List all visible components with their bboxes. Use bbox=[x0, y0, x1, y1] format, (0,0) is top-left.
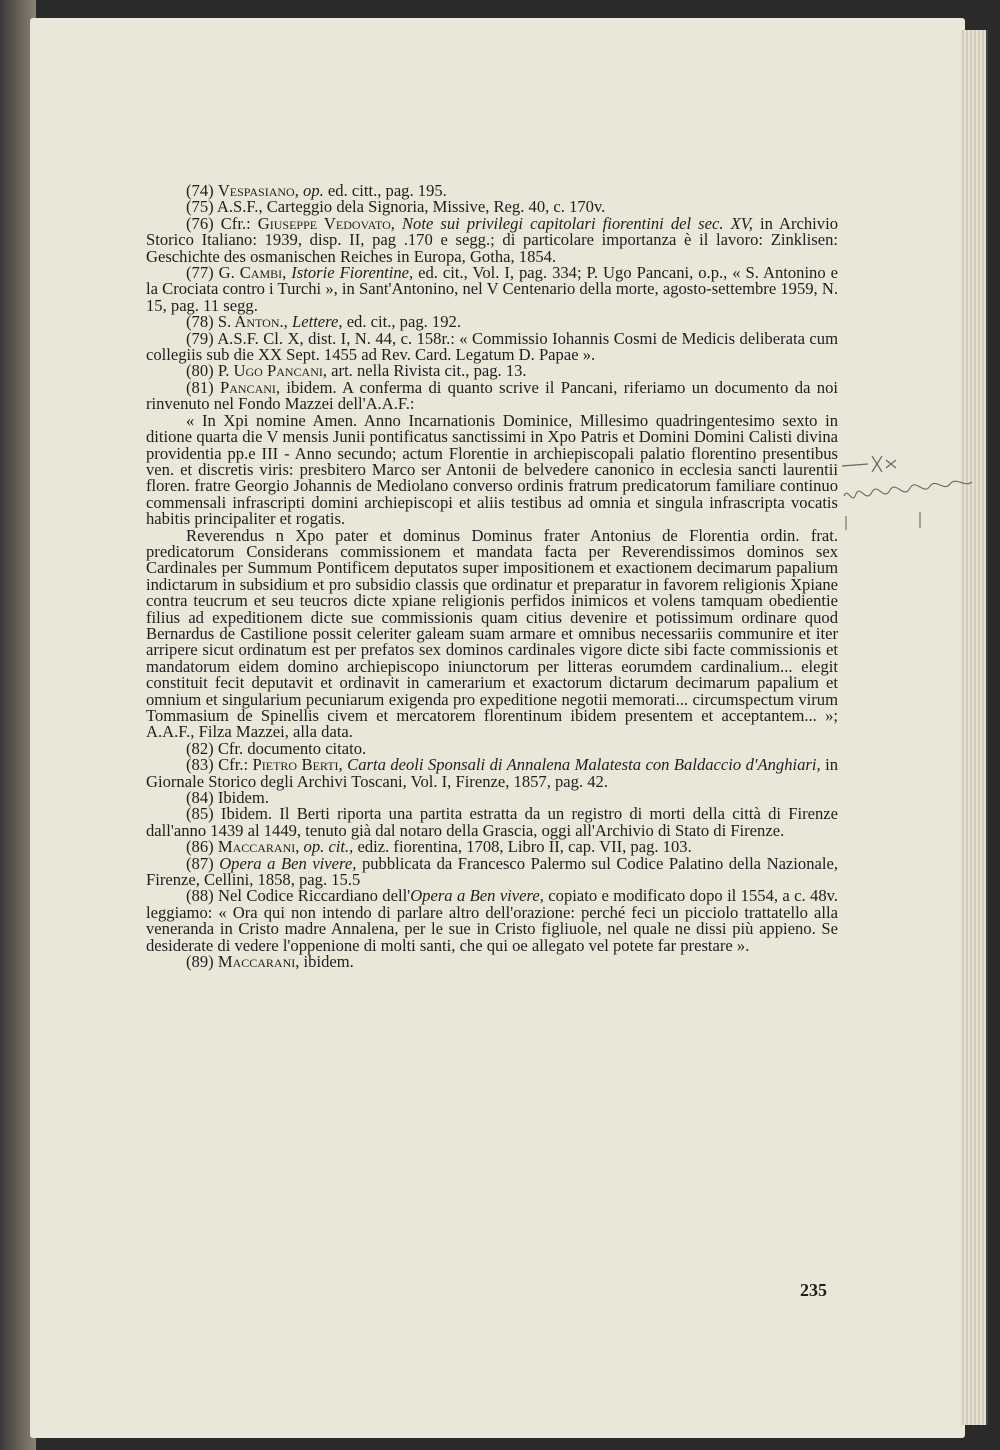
footnote-76: (76) Cfr.: Giuseppe Vedovato, Note sui privilegi capitolari fiorentini del sec. XV, in Archivio Storico Italiano: 1939, disp. II, pag .170 e segg.; di particolare importanza è il lavoro: Zinklisen: Geschichte des osmanischen Reiches in Europa, Gotha, 1854. bbox=[146, 213, 838, 266]
footnote-80: (80) P. Ugo Pancani, art. nella Rivista cit., pag. 13. bbox=[186, 361, 527, 381]
footnote-82: (82) Cfr. documento citato. bbox=[186, 738, 367, 758]
handwritten-annotation bbox=[838, 446, 978, 536]
page-number: 235 bbox=[800, 1280, 827, 1300]
quote-paragraph-1: « In Xpi nomine Amen. Anno Incarnationis Dominice, Millesimo quadringentesimo sexto in ditione quarta die V mensis Junii pontificatus sanctissimi in Xpo Patris et Domini Domini Calisti divina providentia pp.e III - Anno secundo; actum Florentie in archiepiscopali palatio florentino presentibus ven. et discretis viris: presbitero Marco ser Antonii de belvedere canonico in ecclesia sancti laurentii floren. fratre Georgio Johannis de Mediolano converso ordinis fratrum predicatorum familiare continuo commensali infrascripti domini archiepiscopi et aliis testibus ad omnia et singula infrascripta vocatis habitis principaliter et rogatis. bbox=[146, 410, 838, 529]
footnote-83: (83) Cfr.: Pietro Berti, Carta deoli Sponsali di Annalena Malatesta con Baldaccio d'Anghiari, in Giornale Storico degli Archivi Toscani, Vol. I, Firenze, 1857, pag. 42. bbox=[146, 755, 838, 791]
footnote-78: (78) S. Anton., Lettere, ed. cit., pag. 192. bbox=[186, 312, 461, 332]
footnote-81: (81) Pancani, ibidem. A conferma di quanto scrive il Pancani, riferiamo un documento da noi rinvenuto nel Fondo Mazzei dell'A.A.F.: bbox=[146, 377, 838, 414]
footnote-79: (79) A.S.F. Cl. X, dist. I, N. 44, c. 158r.: « Commissio Iohannis Cosmi de Medicis deliberata cum collegiis sub die XX Sept. 1455 ad Rev. Card. Legatum D. Papae ». bbox=[146, 328, 838, 365]
page-edges bbox=[960, 30, 988, 1425]
footnote-84: (84) Ibidem. bbox=[186, 788, 269, 808]
footnote-89: (89) Maccarani, ibidem. bbox=[186, 952, 354, 972]
footnote-88: (88) Nel Codice Riccardiano dell'Opera a Ben vivere, copiato e modificato dopo il 1554, a c. 48v. leggiamo: « Ora qui non intendo di parlare altro dell'orazione: perché feci un picciolo trattatello alla veneranda in Cristo madre Annalena, per le sue in Cristo figliuole, nel quale ne dissi più appieno. Se desiderate di vedere l'oppenione di molti santi, che qui oe allegato vel potete far prestare ». bbox=[146, 886, 838, 955]
footnotes-block bbox=[146, 183, 838, 971]
footnote-87: (87) Opera a Ben vivere, pubblicata da Francesco Palermo sul Codice Palatino della Nazionale, Firenze, Cellini, 1858, pag. 15.5 bbox=[146, 853, 838, 890]
footnote-77: (77) G. Cambi, Istorie Fiorentine, ed. cit., Vol. I, pag. 334; P. Ugo Pancani, o.p., « S. Antonino e la Crociata contro i Turchi », in Sant'Antonino, nel V Centenario della morte, agosto-settembre 1959, N. 15, pag. 11 segg. bbox=[146, 263, 838, 315]
quote-paragraph-2: Reverendus n Xpo pater et dominus Dominus frater Antonius de Florentia ordin. frat. predicatorum Considerans commissionem et mandata facta per Reverendissimos dominos sex Cardinales per Summum Pontificem deputatos super impositionem et exactionem decimarum papalium indictarum in subsidium et pro subsidio classis que ordinatur et preparatur in favorem religionis Xpiane contra teucrum et seu teucros dicte xpiane religionis perfidos inimicos et volens tamquam obedientie filius ad expeditionem dicte sue commissionis quam citius devenire et potissimum ordinare quod Bernardus de Castilione possit celeriter galeam suam armare et omnibus necessariis communire et iter arripere sicut ordinatum est per prefatos sex dominos cardinales vigore dicte sibi facte commissionis et mandatorum eidem domino archiepiscopo iniunctorum per litteras eorumdem cardinalium... elegit constituit fecit deputavit et ordinavit in camerarium et exactorum dictarum decimarum papalium et omnium et singularium pecuniarum exigenda pro expeditione negotii memorati... circumspectum virum Tommasium de Spinellis civem et mercatorem florentinum ibidem presentem et acceptantem... »; A.A.F., Filza Mazzei, alla data. bbox=[146, 525, 838, 742]
footnote-85: (85) Ibidem. Il Berti riporta una partita estratta da un registro di morti della città di Firenze dall'anno 1439 al 1449, tenuto già dal notaro della Grascia, oggi all'Archivio di Stato di Firenze. bbox=[146, 804, 838, 840]
footnote-74: (74) Vespasiano, op. ed. citt., pag. 195. bbox=[186, 181, 447, 200]
footnote-86: (86) Maccarani, op. cit., ediz. fiorentina, 1708, Libro II, cap. VII, pag. 103. bbox=[186, 837, 692, 857]
footnote-75: (75) A.S.F., Carteggio dela Signoria, Missive, Reg. 40, c. 170v. bbox=[186, 197, 606, 217]
